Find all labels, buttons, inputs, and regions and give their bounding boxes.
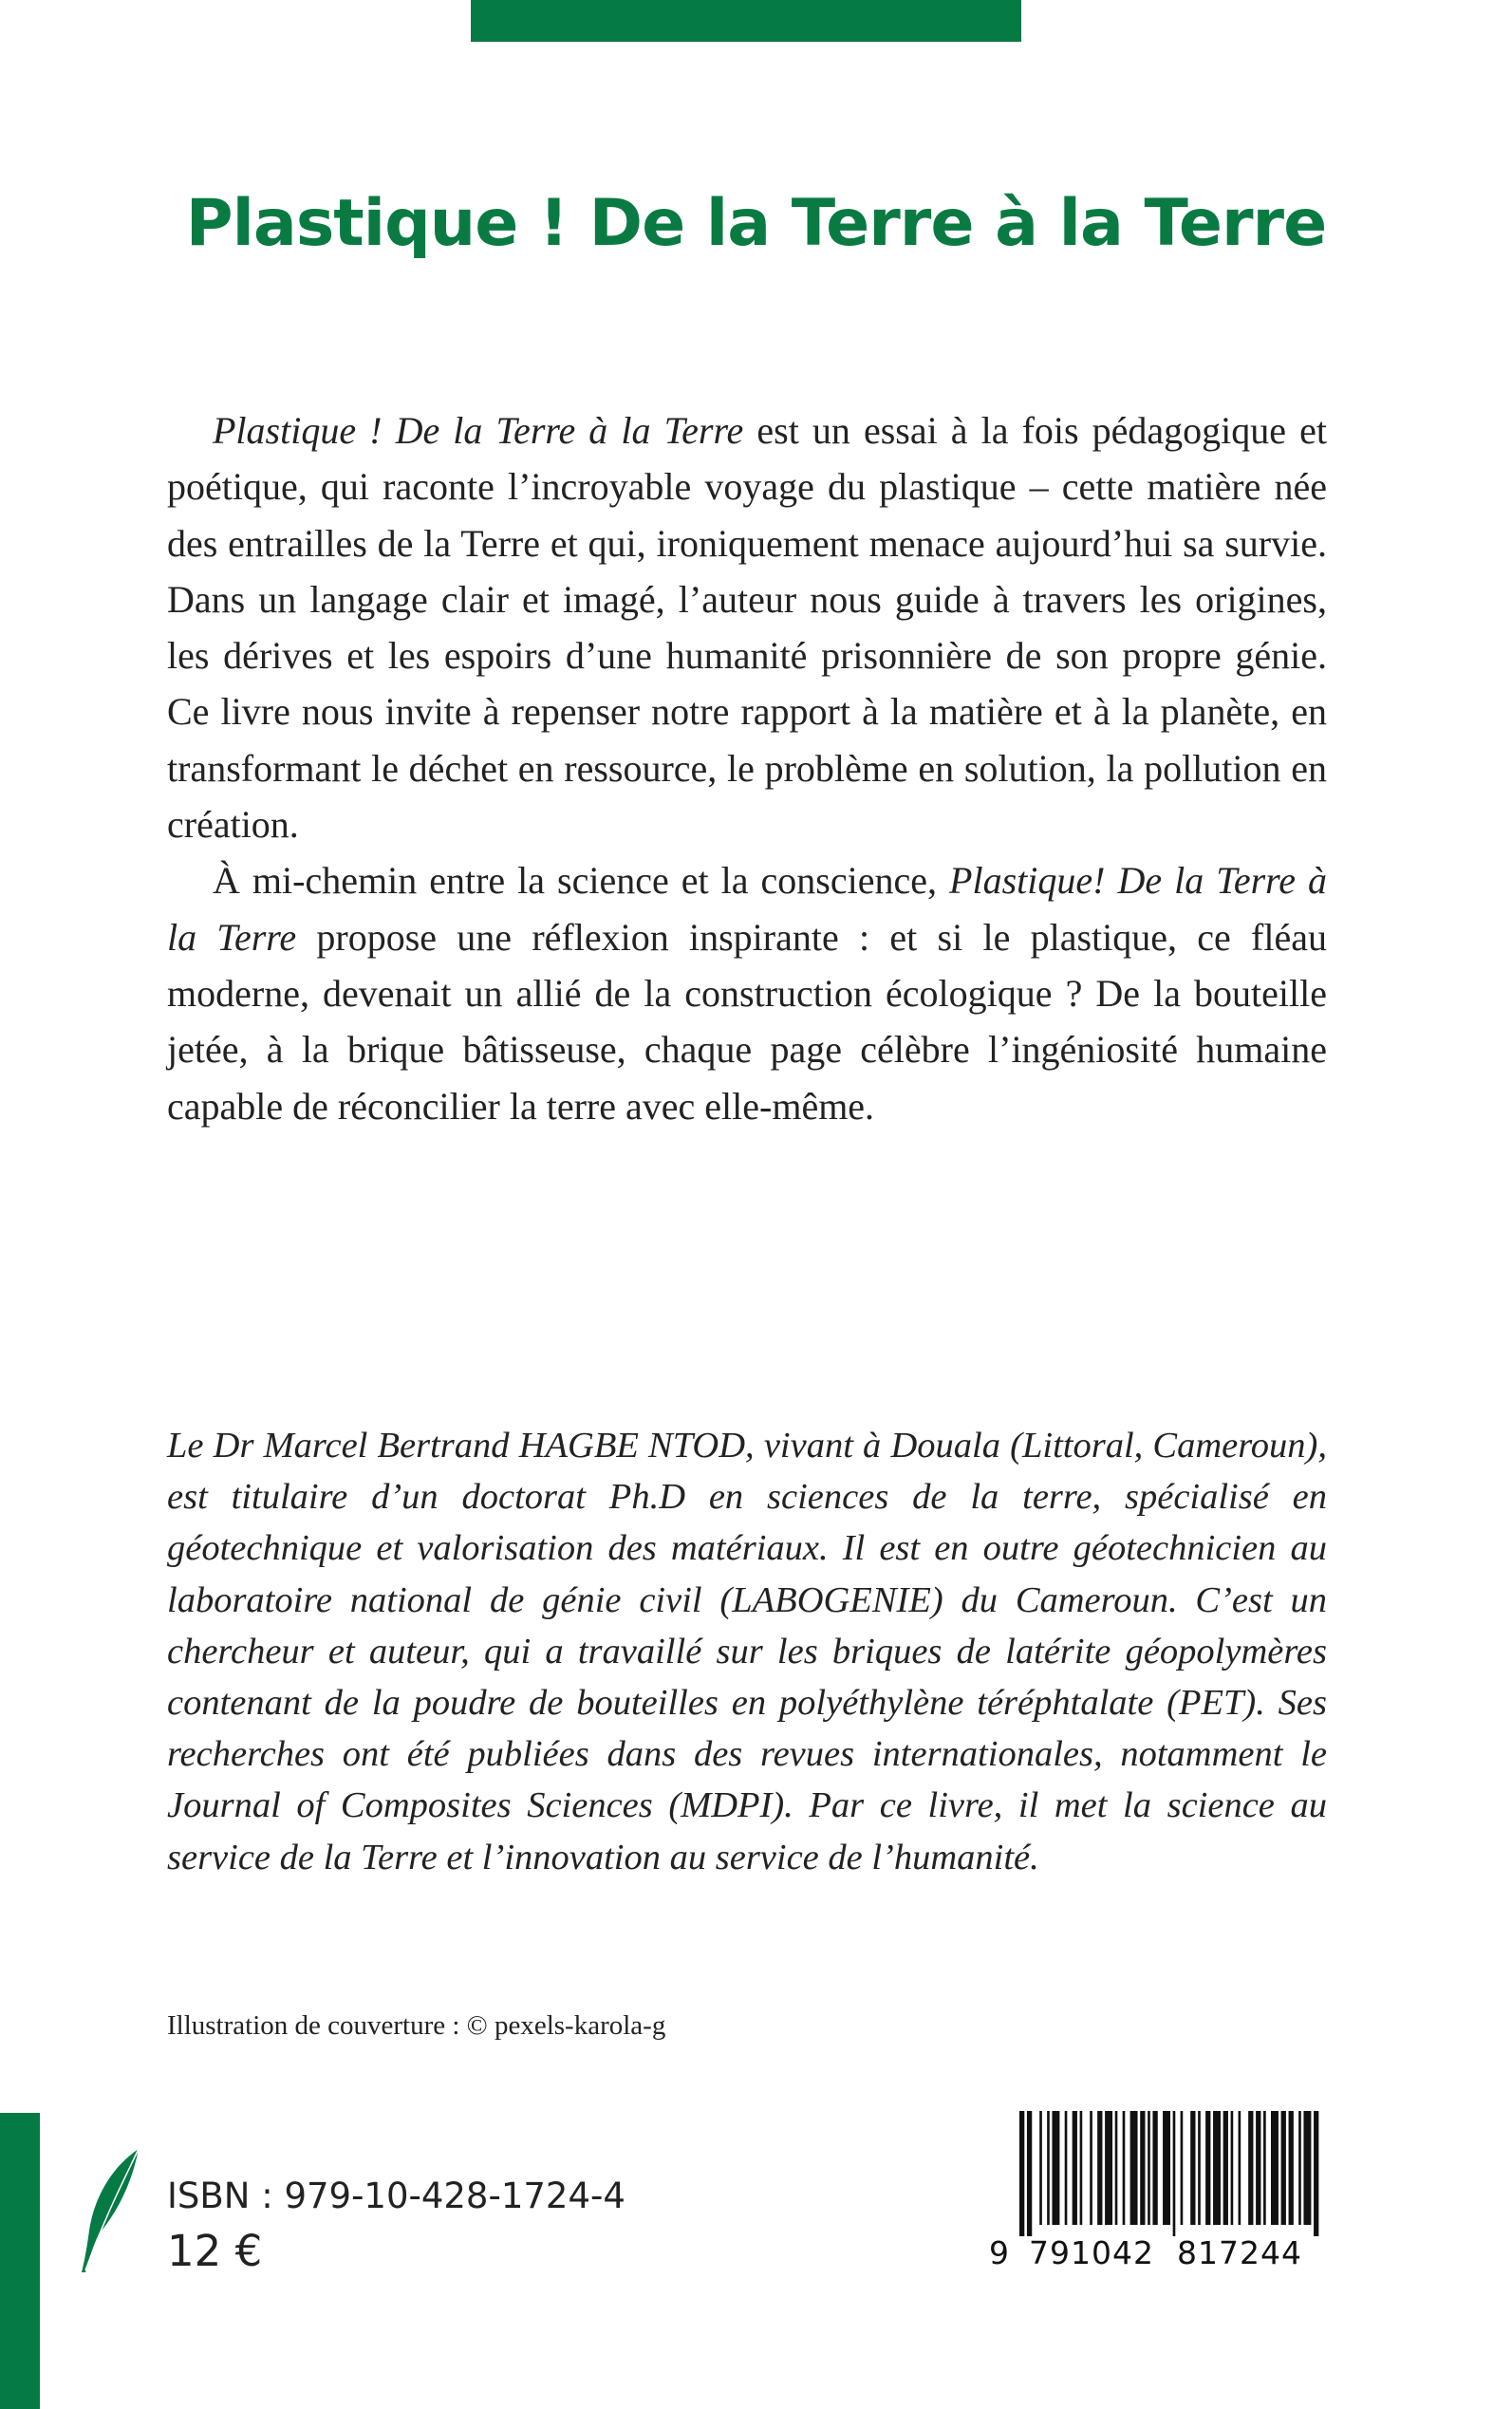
barcode-bar (1303, 2111, 1311, 2225)
blurb-title-italic-2: Plastique! De la Terre à la Terre (167, 859, 1327, 959)
barcode-bar (1163, 2111, 1170, 2225)
barcode-bar (1073, 2111, 1077, 2225)
barcode-bar (1314, 2111, 1318, 2236)
barcode-group-left: 791042 (1029, 2234, 1154, 2271)
barcode-bar (1080, 2111, 1083, 2225)
barcode-bar (1181, 2111, 1184, 2225)
illustration-credit: Illustration de couverture : © pexels-karola-g (167, 2010, 666, 2041)
barcode-bar (1213, 2111, 1221, 2225)
barcode-bar (1263, 2111, 1266, 2225)
author-bio: Le Dr Marcel Bertrand HAGBE NTOD, vivant à Douala (Littoral, Cameroun), est titulaire d’un doctorat Ph.D en sciences de la terre, spécialisé en géotechnique et valorisation des matériaux. Il est en outre géotechnicien au laboratoire national de génie civil (LABOGENIE) du Cameroun. C’est un chercheur et auteur, qui a travaillé sur les briques de latérite géopolymères contenant de la poudre de bouteilles en polyéthylène téréphtalate (PET). Ses recherches ont été publiées dans des revues internationales, notamment le Journal of Composites Sciences (MDPI). Par ce livre, il met la science au service de la Terre et l’innovation au service de l’humanité. (167, 1426, 1327, 1877)
barcode-bar (1148, 2111, 1150, 2225)
barcode-bar (1052, 2111, 1059, 2225)
barcode-bar (1256, 2111, 1260, 2225)
barcode-bar (1090, 2111, 1092, 2225)
blurb-paragraph-1 (167, 402, 1327, 852)
barcode-bar (1027, 2111, 1032, 2236)
barcode-bar (1097, 2111, 1102, 2225)
barcode-bar (1047, 2111, 1050, 2225)
barcode-bar (1039, 2111, 1042, 2225)
blurb-paragraph-2 (167, 852, 1327, 1133)
blurb-title-italic-1: Plastique ! De la Terre à la Terre (213, 409, 744, 452)
barcode-bar (1205, 2111, 1210, 2225)
barcode-bar (1065, 2111, 1068, 2225)
barcode-bar (1223, 2111, 1228, 2225)
barcode-bar (1173, 2111, 1176, 2236)
barcode-bar (1190, 2111, 1195, 2225)
barcode-bars (1019, 2111, 1321, 2236)
barcode-bar (1019, 2111, 1024, 2236)
top-green-band (471, 0, 1021, 42)
barcode-bar (1105, 2111, 1112, 2225)
barcode-digits (989, 2234, 1328, 2272)
barcode-bar (1198, 2111, 1201, 2225)
barcode-bar (1271, 2111, 1279, 2225)
barcode-bar (1281, 2111, 1286, 2225)
book-blurb (167, 402, 1327, 1134)
blurb-text-1: est un essai à la fois pédagogique et poétique, qui raconte l’incroyable voyage du plastique – cette matière née des entrailles de la Terre et qui, ironiquement menace aujourd’hui sa survie. Dans un langage clair et imagé, l’auteur nous guide à travers les origines, les dérives et les espoirs d’une humanité prisonnière de son propre génie. Ce livre nous invite à repenser notre rapport à la matière et à la planète, en transformant le déchet en ressource, le problème en solution, la pollution en création. (167, 409, 1327, 847)
barcode-bar (1248, 2111, 1253, 2225)
book-title: Plastique ! De la Terre à la Terre (185, 186, 1327, 261)
blurb-text-2a: À mi-chemin entre la science et la conscience, (213, 859, 950, 903)
side-green-band (0, 2113, 40, 2409)
barcode-bar (1123, 2111, 1126, 2225)
barcode-bar (1289, 2111, 1294, 2225)
barcode-bar (1152, 2111, 1157, 2225)
feather-icon (78, 2147, 140, 2276)
barcode-digit-first: 9 (989, 2234, 1009, 2271)
barcode-bar (1140, 2111, 1145, 2225)
barcode-bar (1115, 2111, 1118, 2225)
isbn: ISBN : 979-10-428-1724-4 (167, 2176, 625, 2216)
price: 12 € (167, 2226, 263, 2276)
barcode-bar (1239, 2111, 1241, 2225)
barcode-group-right: 817244 (1177, 2234, 1302, 2271)
barcode-bar (1231, 2111, 1234, 2225)
barcode (989, 2111, 1328, 2272)
barcode-bar (1298, 2111, 1301, 2225)
blurb-text-2b: propose une réflexion inspirante : et si le plastique, ce fléau moderne, devenait un allié de la construction écologique ? De la bouteille jetée, à la brique bâtisseuse, chaque page célèbre l’ingéniosité humaine capable de réconcilier la terre avec elle-même. (167, 915, 1327, 1128)
barcode-bar (1130, 2111, 1138, 2225)
